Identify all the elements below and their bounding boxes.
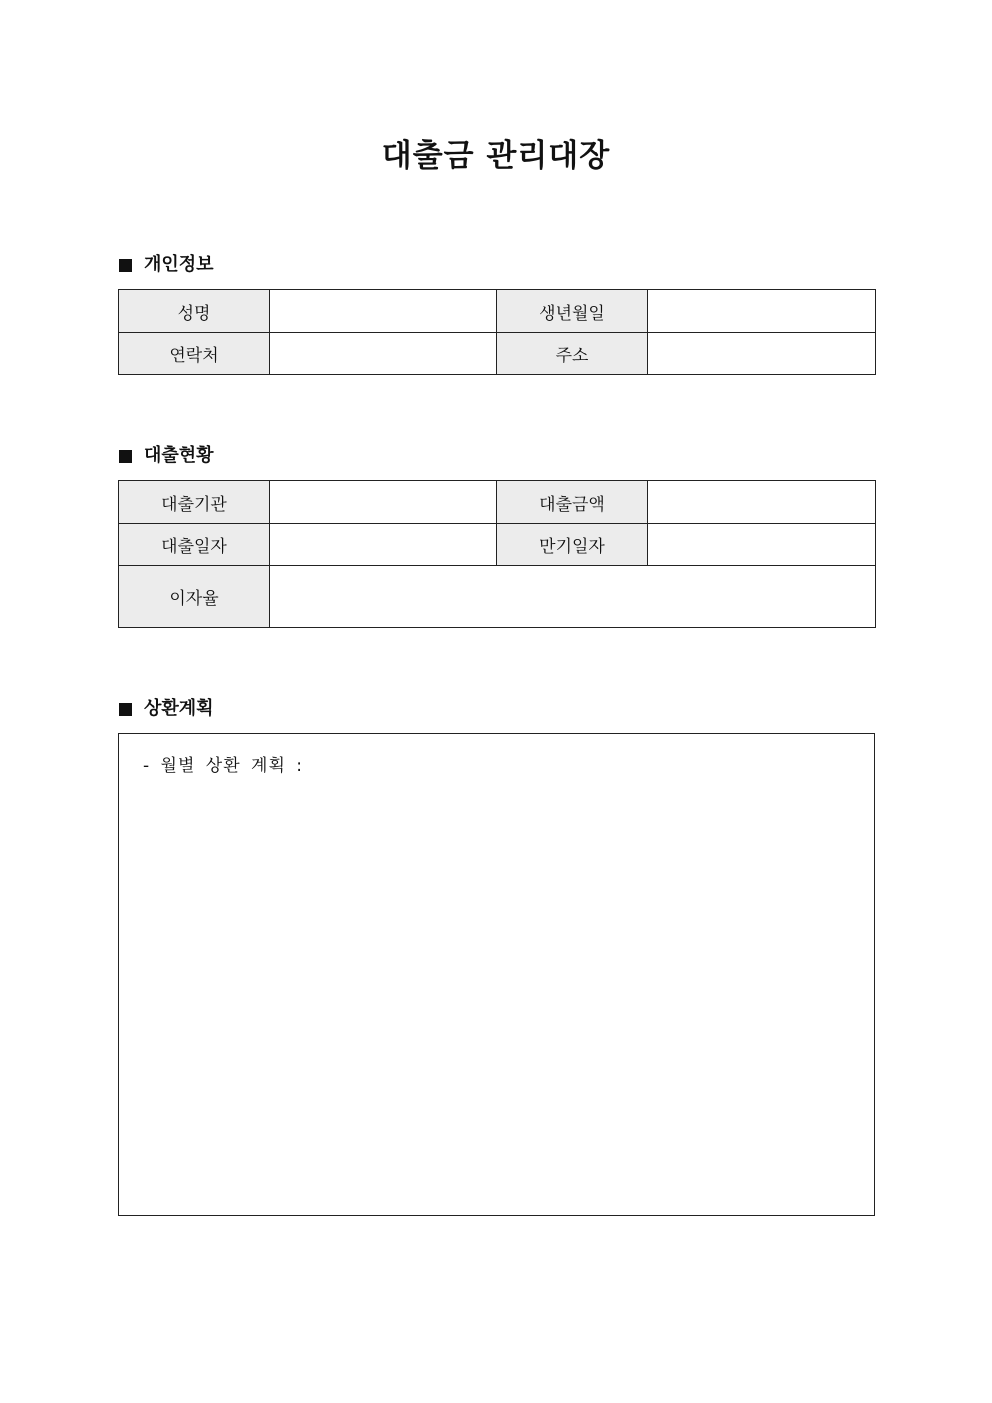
document-title: 대출금 관리대장 [381, 138, 611, 174]
address-label: 주소 [497, 333, 648, 375]
name-label: 성명 [119, 290, 270, 333]
loan-amount-field[interactable] [648, 481, 876, 524]
loan-date-label: 대출일자 [119, 524, 270, 566]
loan-status-table [118, 480, 876, 628]
section-heading-personal [119, 252, 214, 278]
maturity-date-field[interactable] [648, 524, 876, 566]
contact-field[interactable] [270, 333, 497, 375]
section-heading-label: 개인정보 [144, 254, 214, 275]
contact-label: 연락처 [119, 333, 270, 375]
section-heading-plan [119, 696, 214, 722]
loan-amount-label: 대출금액 [497, 481, 648, 524]
table-row [119, 481, 876, 524]
birthdate-field[interactable] [648, 290, 876, 333]
maturity-date-label: 만기일자 [497, 524, 648, 566]
interest-rate-label: 이자율 [119, 566, 270, 628]
section-heading-label: 대출현황 [144, 445, 214, 466]
loan-date-field[interactable] [270, 524, 497, 566]
lender-label: 대출기관 [119, 481, 270, 524]
personal-info-table [118, 289, 876, 375]
monthly-plan-line: - 월별 상환 계획 : [143, 756, 304, 776]
table-row [119, 524, 876, 566]
section-heading-label: 상환계획 [144, 698, 214, 719]
address-field[interactable] [648, 333, 876, 375]
repayment-plan-box[interactable] [118, 733, 875, 1216]
table-row [119, 290, 876, 333]
square-bullet-icon [119, 259, 132, 272]
square-bullet-icon [119, 703, 132, 716]
birthdate-label: 생년월일 [497, 290, 648, 333]
lender-field[interactable] [270, 481, 497, 524]
table-row [119, 333, 876, 375]
section-heading-loan [119, 443, 214, 469]
table-row [119, 566, 876, 628]
name-field[interactable] [270, 290, 497, 333]
interest-rate-field[interactable] [270, 566, 876, 628]
square-bullet-icon [119, 450, 132, 463]
